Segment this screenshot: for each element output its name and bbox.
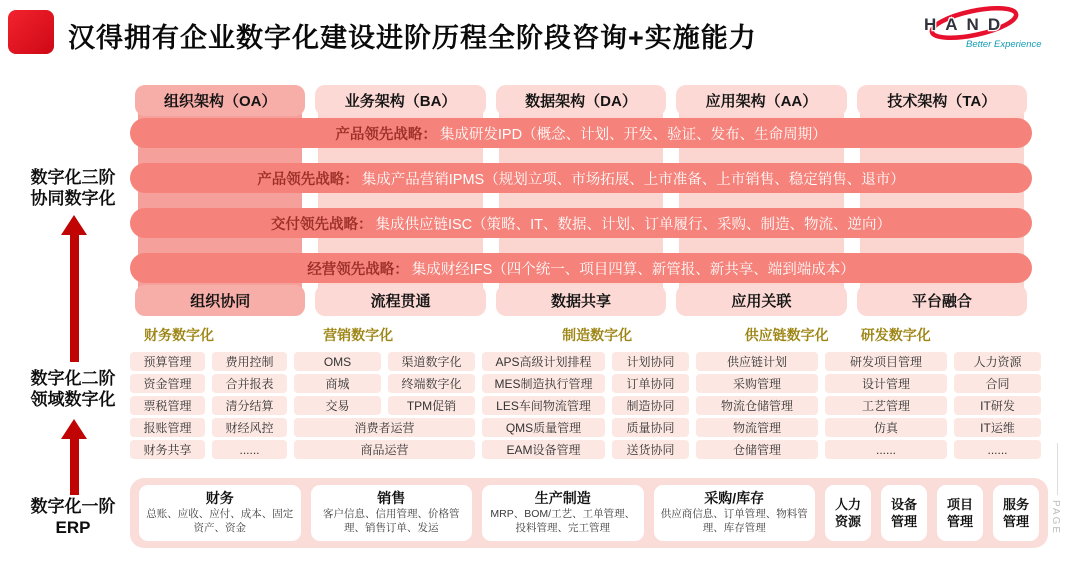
architecture-section (130, 85, 1032, 316)
strategy-bar-ipd (130, 118, 1032, 148)
arrow-head (61, 419, 87, 439)
stage-3-line1: 数字化三阶 (30, 168, 116, 187)
column-header: 技术架构（TA） (857, 85, 1027, 116)
capability-box: MES制造执行管理 (482, 374, 605, 393)
erp-module-desc: MRP、BOM/工艺、工单管理、投料管理、完工管理 (490, 508, 636, 534)
capability-box: IT运维 (954, 418, 1041, 437)
capability-box: 质量协同 (612, 418, 689, 437)
erp-module-title: 财务 (205, 490, 234, 506)
erp-extra-label: 服务管理 (1002, 497, 1029, 529)
capability-box-wide: 消费者运营 (294, 418, 475, 437)
erp-module-production (482, 485, 644, 541)
hand-logo (900, 6, 1060, 62)
erp-module-finance (139, 485, 301, 541)
logo-tagline: Better Experience (966, 39, 1042, 50)
capability-box: 工艺管理 (825, 396, 947, 415)
capability-box: 仿真 (825, 418, 947, 437)
capability-box: 制造协同 (612, 396, 689, 415)
column-footer: 组织协同 (135, 285, 305, 316)
capability-box: ...... (212, 440, 287, 459)
strategy-bar-ipms (130, 163, 1032, 193)
strategy-bar-ifs (130, 253, 1032, 283)
column-footer: 数据共享 (496, 285, 666, 316)
erp-module-sales (311, 485, 473, 541)
capability-box: QMS质量管理 (482, 418, 605, 437)
erp-section (130, 478, 1048, 548)
erp-module-procurement (654, 485, 816, 541)
erp-extra-label: 人力资源 (834, 497, 861, 529)
domain-grid (130, 352, 1041, 459)
capability-box: ...... (825, 440, 947, 459)
capability-box: 终端数字化 (388, 374, 475, 393)
capability-box: 供应链计划 (696, 352, 818, 371)
column-header: 数据架构（DA） (496, 85, 666, 116)
rnd-group (825, 352, 947, 459)
capability-box: LES车间物流管理 (482, 396, 605, 415)
capability-box: 商城 (294, 374, 381, 393)
capability-box: ...... (954, 440, 1041, 459)
finance-group (130, 352, 287, 459)
domain-header-rnd: 研发数字化 (860, 327, 931, 343)
domain-header-finance: 财务数字化 (144, 327, 214, 343)
capability-box: 财务共享 (130, 440, 205, 459)
up-arrow-icon (60, 419, 88, 495)
capability-box: 资金管理 (130, 374, 205, 393)
capability-box: 财经风控 (212, 418, 287, 437)
capability-box: OMS (294, 352, 381, 371)
capability-box: 预算管理 (130, 352, 205, 371)
others-group (954, 352, 1041, 459)
arrow-shaft (70, 235, 79, 362)
domain-header-manufacturing: 制造数字化 (562, 327, 633, 343)
capability-box: 报账管理 (130, 418, 205, 437)
erp-module-desc: 总账、应收、应付、成本、固定资产、资金 (146, 508, 294, 534)
capability-box: TPM促销 (388, 396, 475, 415)
strategy-detail: 集成财经IFS（四个统一、项目四算、新管报、新共享、端到端成本） (411, 261, 855, 278)
capability-box: 物流仓储管理 (696, 396, 818, 415)
capability-box-wide: 商品运营 (294, 440, 475, 459)
stage-label-1 (16, 496, 130, 538)
page-title: 汉得拥有企业数字化建设进阶历程全阶段咨询+实施能力 (68, 23, 757, 53)
capability-box: 费用控制 (212, 352, 287, 371)
accent-square (8, 10, 54, 54)
domain-header-marketing: 营销数字化 (323, 327, 394, 343)
erp-module-desc: 客户信息、信用管理、价格管理、销售订单、发运 (323, 508, 460, 534)
capability-box: 交易 (294, 396, 381, 415)
page-marker: PAGE (1050, 500, 1061, 536)
domains-section (130, 323, 1041, 459)
capability-box: 研发项目管理 (825, 352, 947, 371)
capability-box: 设计管理 (825, 374, 947, 393)
capability-box: 送货协同 (612, 440, 689, 459)
column-header: 组织架构（OA） (135, 85, 305, 116)
strategy-label: 经营领先战略： (307, 261, 409, 278)
erp-extra-label: 项目管理 (946, 497, 973, 529)
strategy-detail: 集成产品营销IPMS（规划立项、市场拓展、上市准备、上市销售、稳定销售、退市） (361, 171, 905, 188)
page-divider-line (1057, 443, 1058, 495)
strategy-detail: 集成供应链ISC（策略、IT、数据、计划、订单履行、采购、制造、物流、逆向） (375, 216, 892, 233)
capability-box: 订单协同 (612, 374, 689, 393)
capability-box: 物流管理 (696, 418, 818, 437)
erp-module-title: 生产制造 (534, 490, 591, 506)
strategy-label: 交付领先战略： (270, 216, 373, 233)
stage-1-line2: ERP (55, 518, 91, 537)
strategy-label: 产品领先战略： (335, 126, 437, 143)
arrow-shaft (70, 439, 79, 495)
domain-header-others (969, 323, 1041, 347)
stage-label-2 (16, 368, 130, 410)
erp-module-desc: 供应商信息、订单管理、物料管理、库存管理 (660, 508, 808, 534)
capability-box: 票税管理 (130, 396, 205, 415)
logo-name: HAND (924, 15, 1010, 34)
column-header: 业务架构（BA） (315, 85, 485, 116)
stage-2-line1: 数字化二阶 (30, 369, 116, 388)
column-footer: 流程贯通 (315, 285, 485, 316)
capability-box: 合同 (954, 374, 1041, 393)
capability-box: 计划协同 (612, 352, 689, 371)
capability-box: 清分结算 (212, 396, 287, 415)
erp-extra-label: 设备管理 (890, 497, 917, 529)
erp-extra-project (937, 485, 983, 541)
domain-header-supply-chain: 供应链数字化 (744, 327, 829, 343)
column-footer: 应用关联 (676, 285, 846, 316)
stage-label-3 (16, 167, 130, 209)
column-footer: 平台融合 (857, 285, 1027, 316)
capability-box: 合并报表 (212, 374, 287, 393)
capability-box: 渠道数字化 (388, 352, 475, 371)
erp-extra-equipment (881, 485, 927, 541)
capability-box: 人力资源 (954, 352, 1041, 371)
marketing-group (294, 352, 475, 459)
capability-box: EAM设备管理 (482, 440, 605, 459)
erp-extra-service (993, 485, 1039, 541)
stage-3-line2: 协同数字化 (30, 189, 116, 208)
stage-2-line2: 领域数字化 (30, 390, 116, 409)
erp-extra-hr (825, 485, 871, 541)
up-arrow-icon (60, 215, 88, 362)
strategy-detail: 集成研发IPD（概念、计划、开发、验证、发布、生命周期） (439, 126, 827, 143)
erp-module-title: 销售 (377, 490, 406, 506)
erp-module-title: 采购/库存 (704, 490, 765, 506)
column-header: 应用架构（AA） (676, 85, 846, 116)
manufacturing-group (482, 352, 689, 459)
stage-1-line1: 数字化一阶 (30, 497, 116, 516)
strategy-bar-isc (130, 208, 1032, 238)
capability-box: APS高级计划排程 (482, 352, 605, 371)
supply-chain-group (696, 352, 818, 459)
domain-headers (130, 323, 1041, 352)
capability-box: IT研发 (954, 396, 1041, 415)
capability-box: 仓储管理 (696, 440, 818, 459)
strategy-label: 产品领先战略： (257, 171, 359, 188)
capability-box: 采购管理 (696, 374, 818, 393)
arrow-head (61, 215, 87, 235)
